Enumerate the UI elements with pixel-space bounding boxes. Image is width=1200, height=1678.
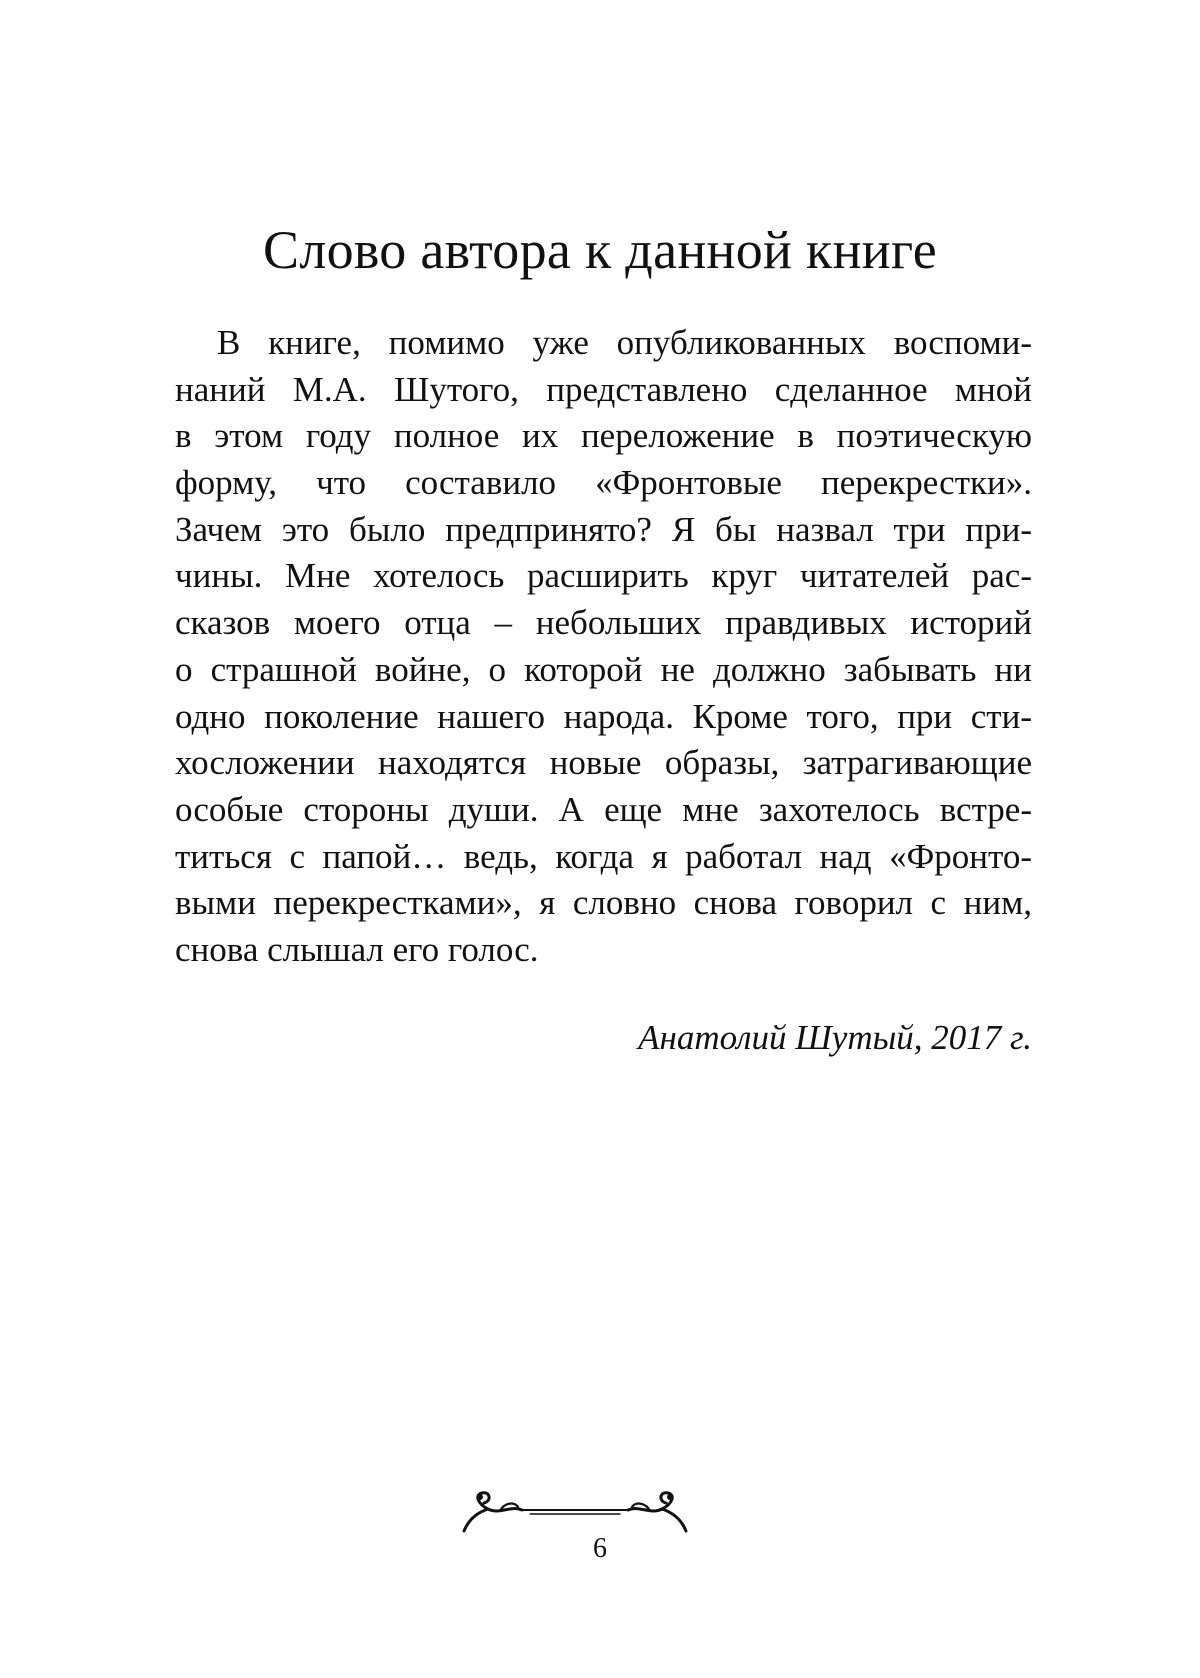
text-line: сказов моего отца – небольших правдивых историй xyxy=(175,603,1032,643)
text-line: В книге, помимо уже опубликованных воспоми- xyxy=(217,323,1032,362)
text-line: снова слышал его голос. xyxy=(175,929,539,969)
flourish-ornament-icon xyxy=(460,1485,690,1535)
text-line: о страшной войне, о которой не должно забывать ни xyxy=(175,649,1032,689)
page-number: 6 xyxy=(593,1533,607,1564)
text-line: наний М.А. Шутого, представлено сделанное мной xyxy=(175,369,1032,409)
text-line: форму, что составило «Фронтовые перекрестки». xyxy=(175,463,1032,503)
text-line: выми перекрестками», я словно снова говорил с ним, xyxy=(175,883,1032,923)
body-paragraph xyxy=(175,320,1032,974)
text-line: чины. Мне хотелось расширить круг читателей рас- xyxy=(175,556,1032,596)
author-signature: Анатолий Шутый, 2017 г. xyxy=(638,1018,1032,1057)
page-title: Слово автора к данной книге xyxy=(263,220,937,280)
text-line: в этом году полное их переложение в поэтическую xyxy=(175,416,1032,456)
text-line: особые стороны души. А еще мне захотелось встре- xyxy=(175,789,1032,829)
text-line: хосложении находятся новые образы, затрагивающие xyxy=(175,743,1032,783)
text-line: титься с папой… ведь, когда я работал над «Фронто- xyxy=(175,836,1032,876)
text-line: одно поколение нашего народа. Кроме того, при сти- xyxy=(175,696,1032,736)
text-line: Зачем это было предпринято? Я бы назвал три при- xyxy=(175,509,1032,549)
